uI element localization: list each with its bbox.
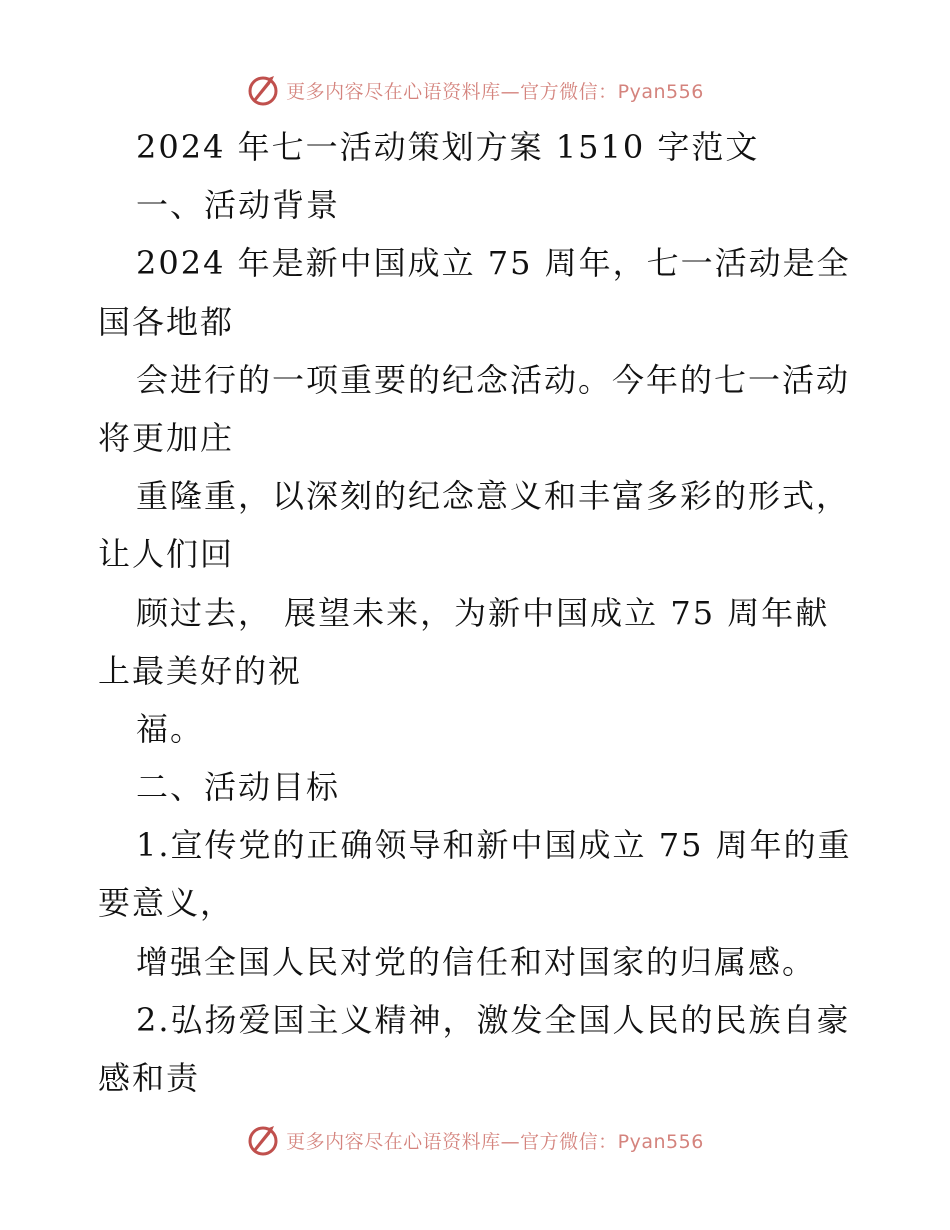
quill-logo-icon [246,73,280,107]
footer-banner-text: 更多内容尽在心语资料库—官方微信：Pyan556 [286,1130,704,1153]
text-line: 1.宣传党的正确领导和新中国成立 75 周年的重 [136,826,852,865]
text-line: 增强全国人民对党的信任和对国家的归属感。 [136,942,817,981]
text-line: 感和责 [98,1059,201,1097]
text-line: 顾过去， 展望未来，为新中国成立 75 周年献 [136,593,830,632]
document-body [98,118,858,1107]
header-banner-text: 更多内容尽在心语资料库—官方微信：Pyan556 [286,80,704,103]
footer-banner [0,1120,950,1160]
document-title: 2024 年七一活动策划方案 1510 字范文 [136,128,760,166]
text-line: 国各地都 [98,302,235,341]
text-line: 2024 年是新中国成立 75 周年，七一活动是全 [136,244,851,283]
text-line: 让人们回 [98,535,235,574]
text-line: 会进行的一项重要的纪念活动。今年的七一活动 [136,360,851,399]
text-line: 将更加庄 [98,418,235,457]
text-line: 重隆重，以深刻的纪念意义和丰富多彩的形式， [136,477,851,516]
section-heading-goals: 二、活动目标 [136,768,341,807]
quill-logo-icon [246,1123,280,1157]
text-line: 上最美好的祝 [98,651,303,690]
header-banner [0,70,950,110]
text-line: 福。 [136,709,205,748]
text-line: 2.弘扬爱国主义精神，激发全国人民的民族自豪 [136,1000,851,1039]
section-heading-background: 一、活动背景 [136,186,341,225]
text-line: 要意义， [98,884,235,923]
